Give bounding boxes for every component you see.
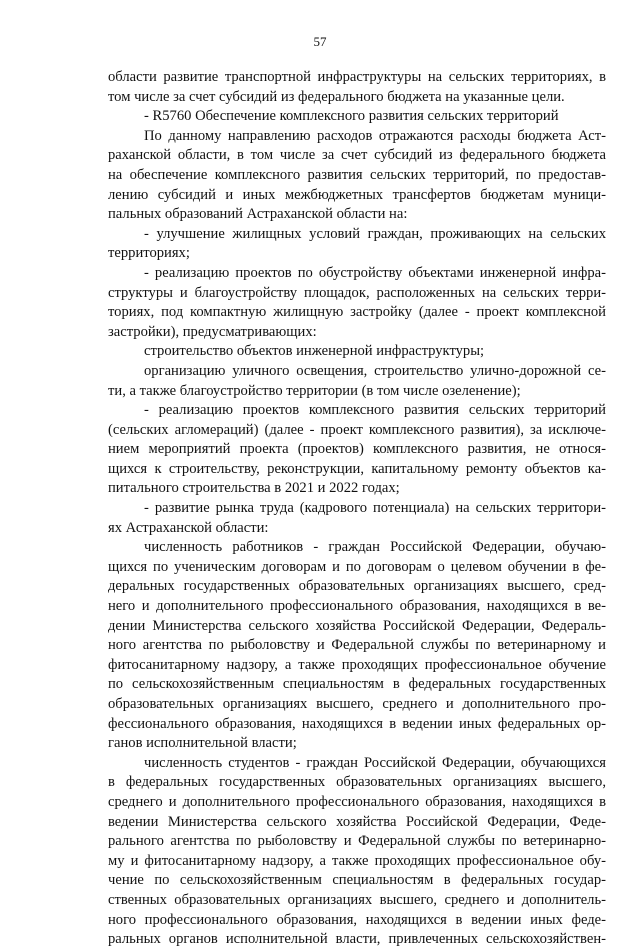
text-line: среднего и дополнительного профессионального образования, находящихся в [108,793,606,810]
text-line: дении Министерства сельского хозяйства Российской Федерации, Федераль- [108,617,606,634]
text-line: деральных государственных образовательных организациях высшего, сред- [108,578,606,595]
text-line: области развитие транспортной инфраструктуры на сельских территориях, в [108,69,606,85]
text-line: численность работников - граждан Российской Федерации, обучаю- [144,539,606,556]
text-line: щихся по ученическим договорам и по договорам о целевом обучении в фе- [108,558,606,575]
text-line: ного профессионального образования, находящихся в ведении иных феде- [108,911,606,928]
text-line: - реализацию проектов по обустройству объектами инженерной инфра- [144,264,606,281]
text-line: строительство объектов инженерной инфраструктуры; [144,343,485,360]
text-line: ведении Министерства сельского хозяйства Российской Федерации, Феде- [108,813,606,830]
text-line: численность студентов - граждан Российской Федерации, обучающихся [144,754,606,771]
text-line: в федеральных государственных образовательных организациях высшего, [108,774,606,791]
text-line: ного агентства по рыболовству и Федеральной службы по ветеринарному и [108,637,606,654]
text-line: ральных органов исполнительной власти, привлеченных сельскохозяйствен- [108,931,606,948]
text-line: По данному направлению расходов отражаются расходы бюджета Аст- [144,127,606,144]
text-line: застройки), предусматривающих: [108,323,317,340]
text-line: чение по сельскохозяйственным специальностям в федеральных государ- [108,872,606,889]
text-line: него и дополнительного профессионального образования, находящихся в ве- [108,598,606,615]
text-line: - развитие рынка труда (кадрового потенциала) на сельских территори- [144,500,606,517]
text-line: - реализацию проектов комплексного развития сельских территорий [144,402,606,419]
text-line: раханской области, в том числе за счет субсидий из федерального бюджета [108,147,606,164]
text-line: рального агентства по рыболовству и Федеральной службы по ветеринарно- [108,833,606,850]
text-line: (сельских агломераций) (далее - проект комплексного развития), за исключе- [108,421,606,438]
text-line: на обеспечение комплексного развития сельских территорий, по предостав- [108,166,606,183]
text-line: структуры и благоустройству площадок, расположенных на сельских терри- [108,284,606,301]
text-line: ях Астраханской области: [108,519,269,536]
text-line: образовательных организациях высшего, среднего и дополнительного про- [108,696,606,712]
text-line: ганов исполнительной власти; [108,735,297,752]
text-line: - улучшение жилищных условий граждан, проживающих на сельских [144,225,606,242]
text-line: по сельскохозяйственным специальностям в федеральных государственных [108,676,606,693]
text-line: территориях; [108,245,190,262]
text-line: организацию уличного освещения, строительство улично-дорожной се- [144,362,606,379]
text-line: нием мероприятий проекта (проектов) комплексного развития, не относя- [108,441,606,458]
text-line: - R5760 Обеспечение комплексного развития сельских территорий [144,108,559,125]
text-line: пальных образований Астраханской области на: [108,206,408,223]
text-line: фитосанитарному надзору, а также проходящих профессиональное обучение [108,656,606,673]
text-line: питального строительства в 2021 и 2022 годах; [108,480,400,497]
text-line: ственных образовательных организациях высшего, среднего и дополнитель- [108,891,606,908]
text-line: ториях, под компактную жилищную застройку (далее - проект комплексной [108,304,606,321]
body-text [108,68,606,950]
text-line: щихся к строительству, реконструкции, капитальному ремонту объектов ка- [108,460,606,477]
page-number: 57 [313,34,327,49]
text-line: ти, а также благоустройство территории (в том числе озеленение); [108,382,521,399]
text-line: том числе за счет субсидий из федерального бюджета на указанные цели. [108,88,565,105]
text-line: лению субсидий и иных межбюджетных трансфертов бюджетам муници- [108,186,606,203]
text-line: му и фитосанитарному надзору, а также проходящих профессиональное обу- [108,852,606,869]
text-line: фессионального образования, находящихся в ведении иных федеральных ор- [108,715,606,732]
